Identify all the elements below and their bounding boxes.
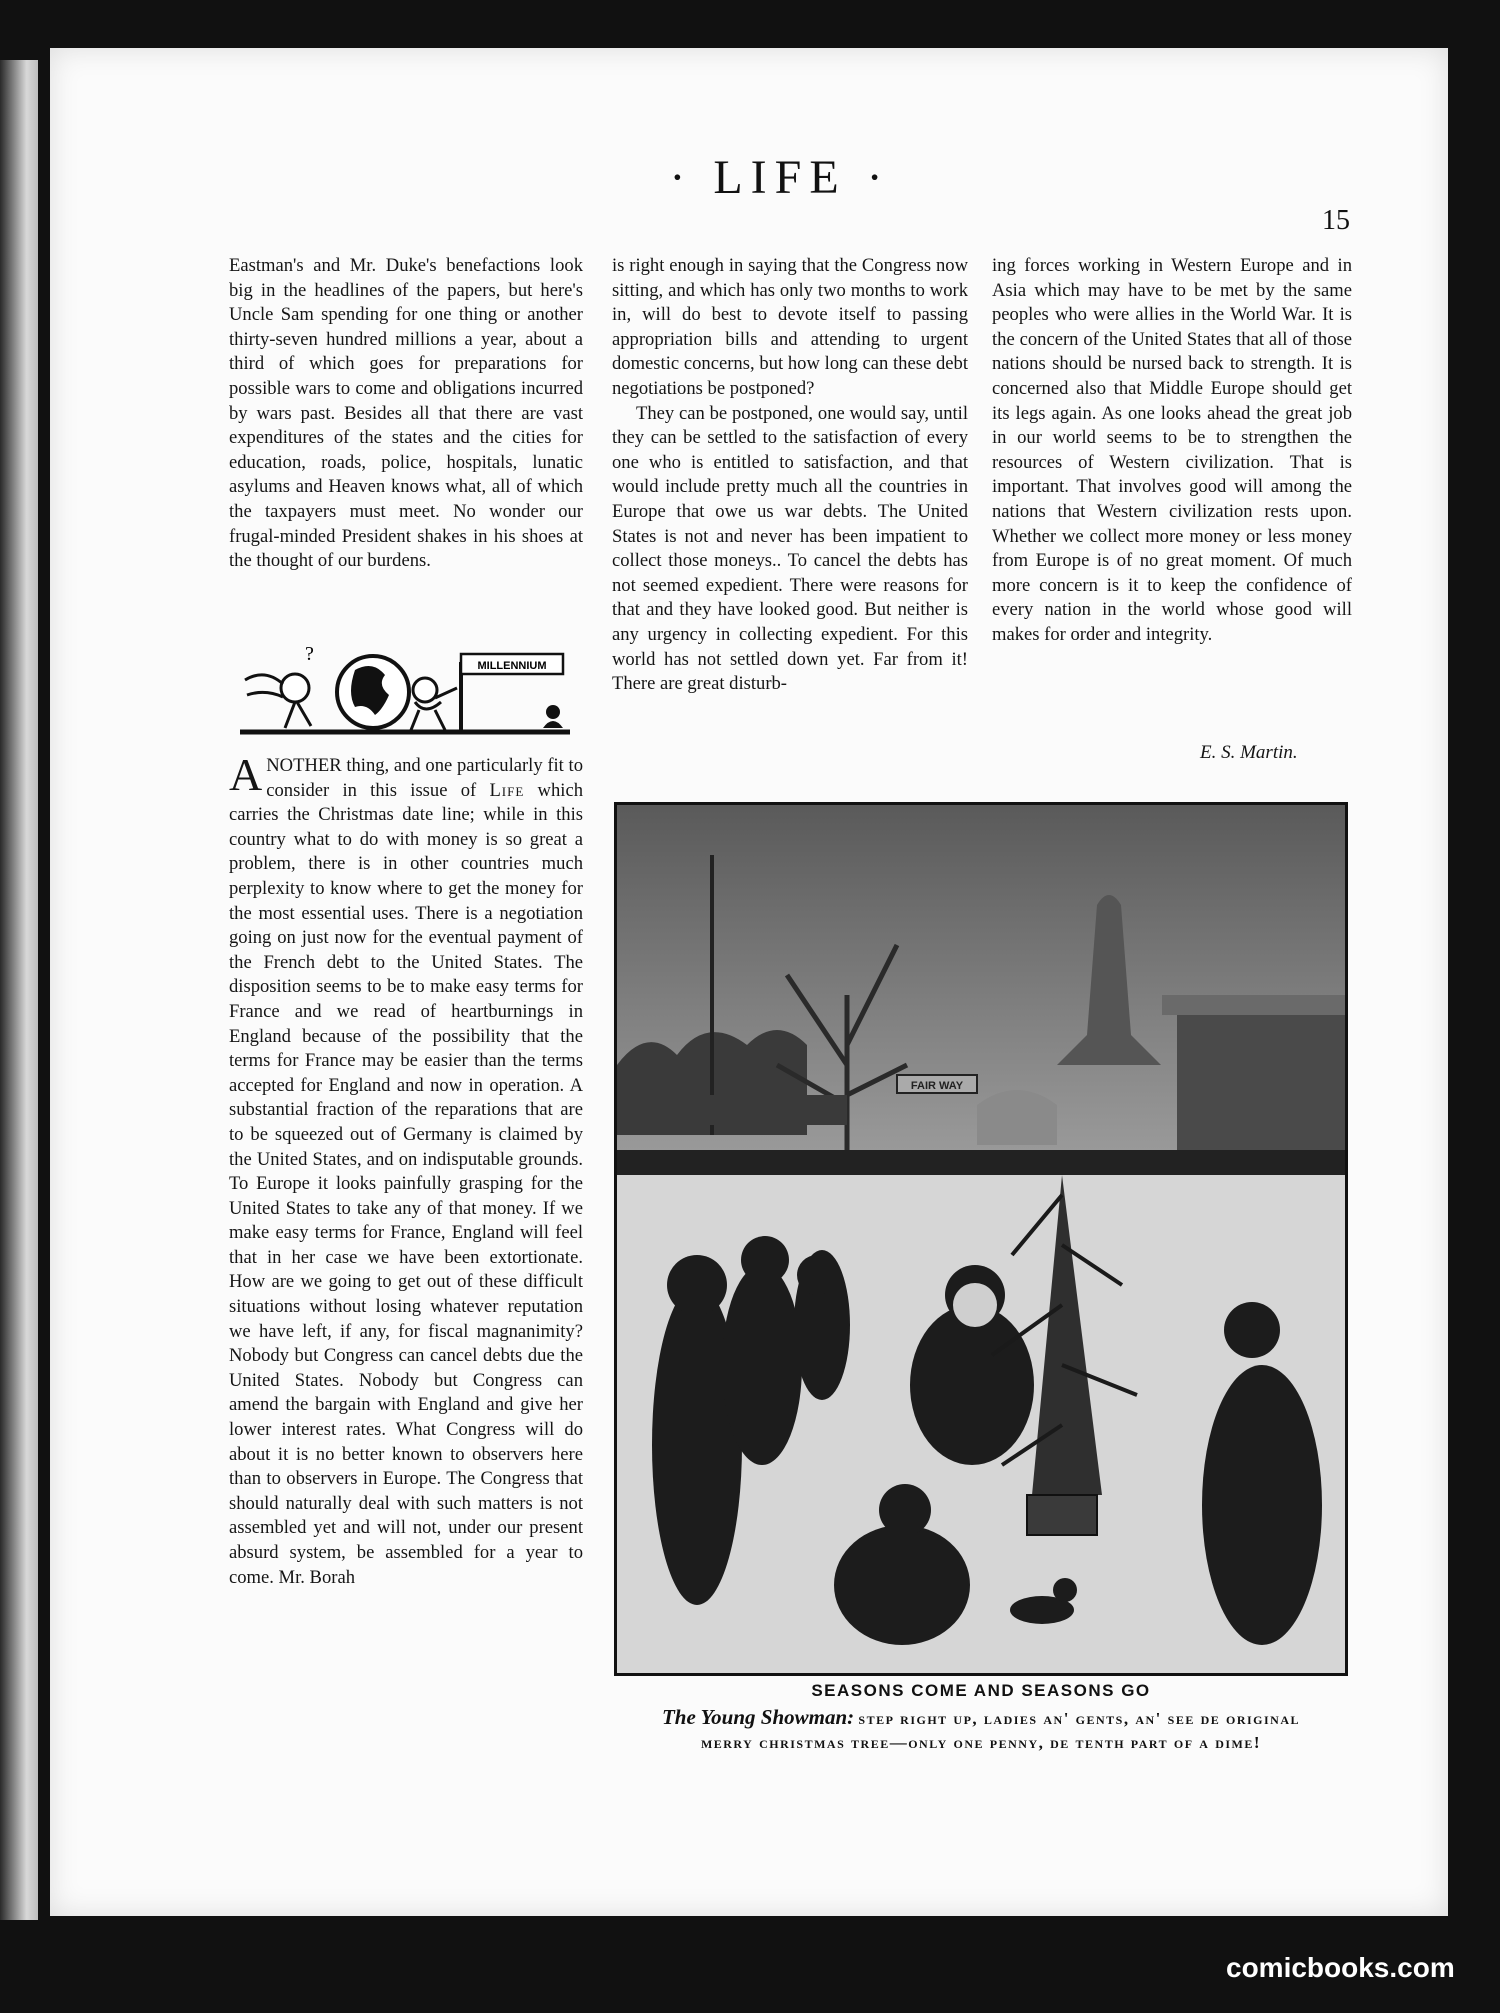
- question-mark: ?: [305, 643, 314, 665]
- author-signature: E. S. Martin.: [1200, 742, 1298, 763]
- caption-title: SEASONS COME AND SEASONS GO: [811, 1681, 1151, 1700]
- drop-cap: A: [229, 749, 263, 800]
- column-2: [612, 254, 968, 697]
- fair-way-sign: FAIR WAY: [910, 1080, 964, 1092]
- signpost-label: MILLENNIUM: [477, 660, 547, 672]
- paragraph-debts: [229, 749, 583, 1590]
- page-number: 15: [1322, 205, 1350, 236]
- illustration: [614, 802, 1348, 1676]
- life-reference: Life: [489, 779, 525, 801]
- millennium-vignette: [235, 640, 575, 740]
- column-1-bottom: [229, 749, 583, 1590]
- lead-word: NOTHER: [266, 755, 342, 776]
- caption-speech-1: step right up, ladies an' gents, an' see de original: [858, 1709, 1301, 1728]
- binding-spine: [0, 60, 38, 1920]
- caption-line-2: [614, 1733, 1348, 1753]
- caption-speech-2: merry christmas tree—only one penny, de tenth part of a dime!: [700, 1733, 1262, 1752]
- watermark: comicbooks.com: [1226, 1952, 1455, 1983]
- caption-speaker: The Young Showman:: [661, 1705, 855, 1729]
- caption-line-1: [614, 1705, 1348, 1730]
- paragraph-2: They can be postponed, one would say, until they can be settled to the satisfaction of every one who is entitled to satisfaction, and that would include pretty much all the countries in Europe that owe us war debts. The United States is not and never has been impatient to collect those moneys.. To cancel the debts has not seemed expedient. There were reasons for that and they have looked good. But neither is any urgency in collecting expedient. For this world has not settled down yet. Far from it! There are great disturb-: [612, 402, 968, 695]
- text-a: thing, and one particularly fit to consider in this issue of: [266, 755, 583, 801]
- paragraph-1: is right enough in saying that the Congress now sitting, and which has only two months to work in, will do best to devote itself to passing appropriation bills and attending to urgent domestic concerns, but how long can these debt negotiations be postponed?: [612, 255, 968, 399]
- winter-scene: [617, 805, 1345, 1673]
- paragraph: Eastman's and Mr. Duke's benefactions look big in the headlines of the papers, but here's Uncle Sam spending for one thing or another thirty-seven hundred millions a year, about a third of which goes for preparations for possible wars to come and obligations incurred by wars past. Besides all that there are vast expenditures of the states and the cities for education, roads, police, hospitals, lunatic asylums and Heaven knows what, all of which the taxpayers must meet. No wonder our frugal-minded President shakes in his shoes at the thought of our burdens.: [229, 255, 583, 572]
- column-1-top: [229, 254, 583, 574]
- column-3: [992, 254, 1352, 648]
- paragraph: ing forces working in Western Europe and in Asia which may have to be met by the same peoples who were allies in the World War. It is the concern of the United States that all of those nations should be nursed back to strength. It is concerned also that Middle Europe should get its legs again. As one looks ahead the great job in our world seems to be to strengthen the resources of Western civilization. That is important. That involves good will among the nations that Western civilization rests upon. Whether we collect more money or less money from Europe is of no great moment. Of much more concern is it to keep the confidence of every nation in the world whose good will makes for order and integrity.: [992, 255, 1352, 645]
- text-b: which carries the Christmas date line; while in this country what to do with money is so great a problem, there is in other countries much perplexity to know where to get the money for the most essential uses. There is a negotiation going on just now for the eventual payment of the French debt to the United States. The disposition seems to be to make easy terms for France and we read of heartburnings in England because of the possibility that the terms for France may be easier than the terms accepted for England and now in operation. A substantial fraction of the reparations that are to be squeezed out of Germany is claimed by the United States, and on indisputable grounds. To Europe it looks painfully grasping for the United States to take any of that money. If we make easy terms for France, England will feel that in her case we have been extortionate. How are we going to get out of these difficult situations without losing whatever reputation we have left, if any, for fiscal magnanimity? Nobody but Congress can cancel debts due the United States. Nobody but Congress can amend the bargain with England and give her lower interest rates. What Congress will do about it is no better known to observers here than to observers in Europe. The Congress that should naturally deal with such matters is not assembled yet and will not, under our present absurd system, be assembled for a year to come. Mr. Borah: [229, 779, 583, 1588]
- masthead: · LIFE ·: [669, 151, 891, 204]
